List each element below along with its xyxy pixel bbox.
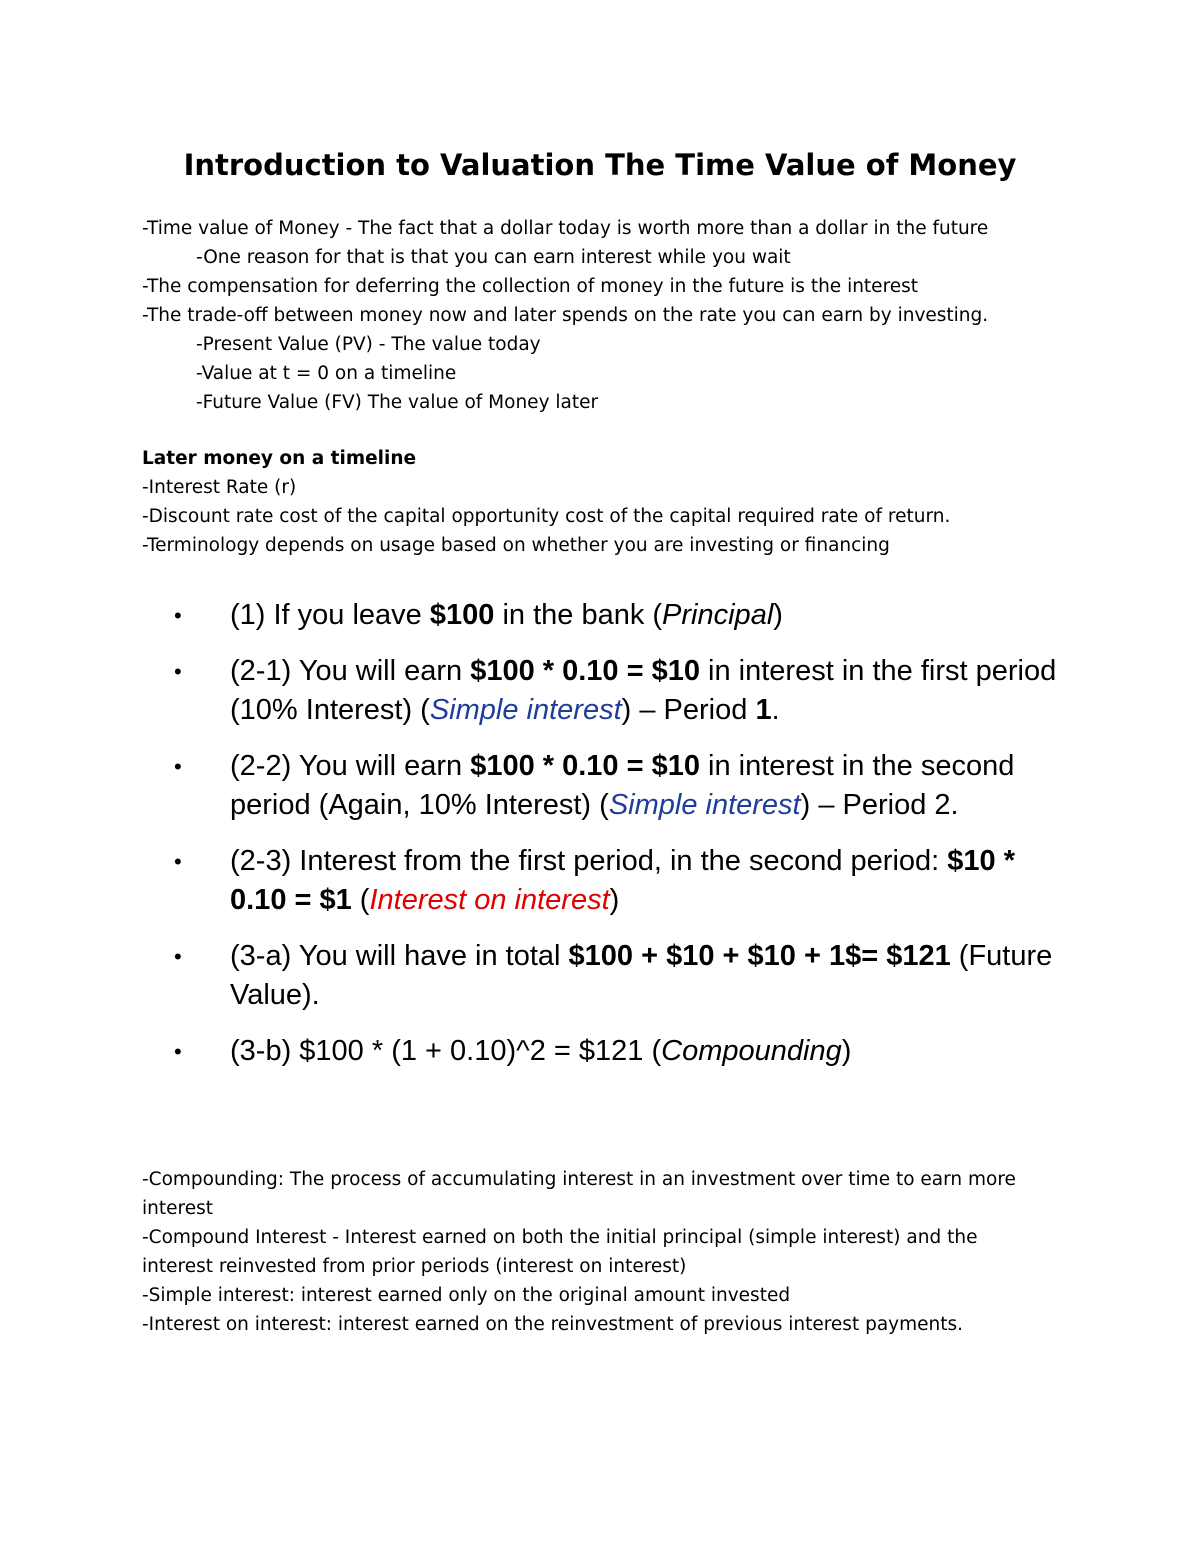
slide-text: in interest in the second period (Again, 10% Interest) (: [230, 750, 1015, 821]
section-items-list: [142, 473, 1082, 560]
slide-text: in interest in the first period (10% Interest) (: [230, 655, 1057, 726]
slide-text: .: [771, 694, 780, 726]
bullet-icon: •: [174, 659, 182, 684]
bullet-icon: •: [174, 849, 182, 874]
slide-text: (2-1) You will earn: [230, 655, 471, 687]
interest-on-interest-highlight: Interest on interest: [369, 884, 610, 916]
document-title: Introduction to Valuation The Time Value of Money: [183, 148, 1017, 182]
slide-italic-text: Compounding: [661, 1035, 842, 1067]
slide-bullet-list: [174, 596, 1074, 1088]
note-line: -Time value of Money - The fact that a dollar today is worth more than a dollar in the future: [142, 218, 989, 239]
slide-text: ) – Period 2.: [800, 789, 959, 821]
slide-italic-text: Principal: [662, 599, 774, 631]
slide-text: ): [773, 599, 783, 631]
slide-item-5: [174, 937, 1074, 1015]
definition-item: -Interest on interest: interest earned on the reinvestment of previous interest payments.: [142, 1314, 964, 1335]
note-line-indented: -Value at t = 0 on a timeline: [196, 363, 457, 384]
note-line: -The trade-off between money now and later spends on the rate you can earn by investing.: [142, 305, 989, 326]
bullet-icon: •: [174, 754, 182, 779]
slide-bold-text: $10 * 0.10 = $1: [230, 845, 1016, 916]
simple-interest-highlight: Simple interest: [429, 694, 622, 726]
slide-bold-text: $100 + $10 + $10 + 1$= $121: [568, 940, 951, 972]
slide-item-1: [174, 596, 1074, 635]
note-line-indented: -Future Value (FV) The value of Money later: [196, 392, 599, 413]
definitions-list: [142, 1165, 1052, 1339]
note-line: -The compensation for deferring the collection of money in the future is the interest: [142, 276, 919, 297]
timeline-section: [142, 444, 1082, 560]
slide-text: (2-3) Interest from the first period, in the second period:: [230, 845, 948, 877]
definition-item: -Simple interest: interest earned only on the original amount invested: [142, 1285, 791, 1306]
definition-item: -Compounding: The process of accumulating interest in an investment over time to earn more interest: [142, 1169, 1016, 1219]
slide-item-3: [174, 747, 1074, 825]
slide-text: (Future Value).: [230, 940, 1053, 1011]
definition-item: -Compound Interest - Interest earned on both the initial principal (simple interest) and the interest reinvested from prior periods (interest on interest): [142, 1227, 978, 1277]
slide-text: ): [609, 884, 620, 916]
section-item: -Interest Rate (r): [142, 477, 297, 498]
slide-bold-text: $100: [429, 599, 495, 631]
bullet-icon: •: [174, 1039, 182, 1064]
slide-text: in the bank (: [494, 599, 663, 631]
slide-text: (3-a) You will have in total: [230, 940, 569, 972]
slide-text: ) – Period: [621, 694, 756, 726]
slide-text: (2-2) You will earn: [230, 750, 471, 782]
slide-item-6: [174, 1032, 1074, 1071]
slide-bold-text: $100 * 0.10 = $10: [470, 655, 700, 687]
slide-bold-text: 1: [755, 694, 772, 726]
intro-notes-list: [142, 214, 1082, 417]
slide-bold-text: $100 * 0.10 = $10: [470, 750, 700, 782]
slide-item-2: [174, 652, 1074, 730]
slide-item-4: [174, 842, 1074, 920]
section-item: -Discount rate cost of the capital opportunity cost of the capital required rate of return.: [142, 506, 951, 527]
bullet-icon: •: [174, 603, 182, 628]
note-line-indented: -One reason for that is that you can earn interest while you wait: [196, 247, 791, 268]
section-heading: Later money on a timeline: [142, 448, 417, 469]
bullet-icon: •: [174, 944, 182, 969]
slide-text: (1) If you leave: [230, 599, 430, 631]
slide-text: (: [351, 884, 370, 916]
slide-text: ): [841, 1035, 852, 1067]
slide-text: (3-b) $100 * (1 + 0.10)^2 = $121 (: [230, 1035, 662, 1067]
section-item: -Terminology depends on usage based on whether you are investing or financing: [142, 535, 890, 556]
note-line-indented: -Present Value (PV) - The value today: [196, 334, 541, 355]
simple-interest-highlight: Simple interest: [608, 789, 801, 821]
